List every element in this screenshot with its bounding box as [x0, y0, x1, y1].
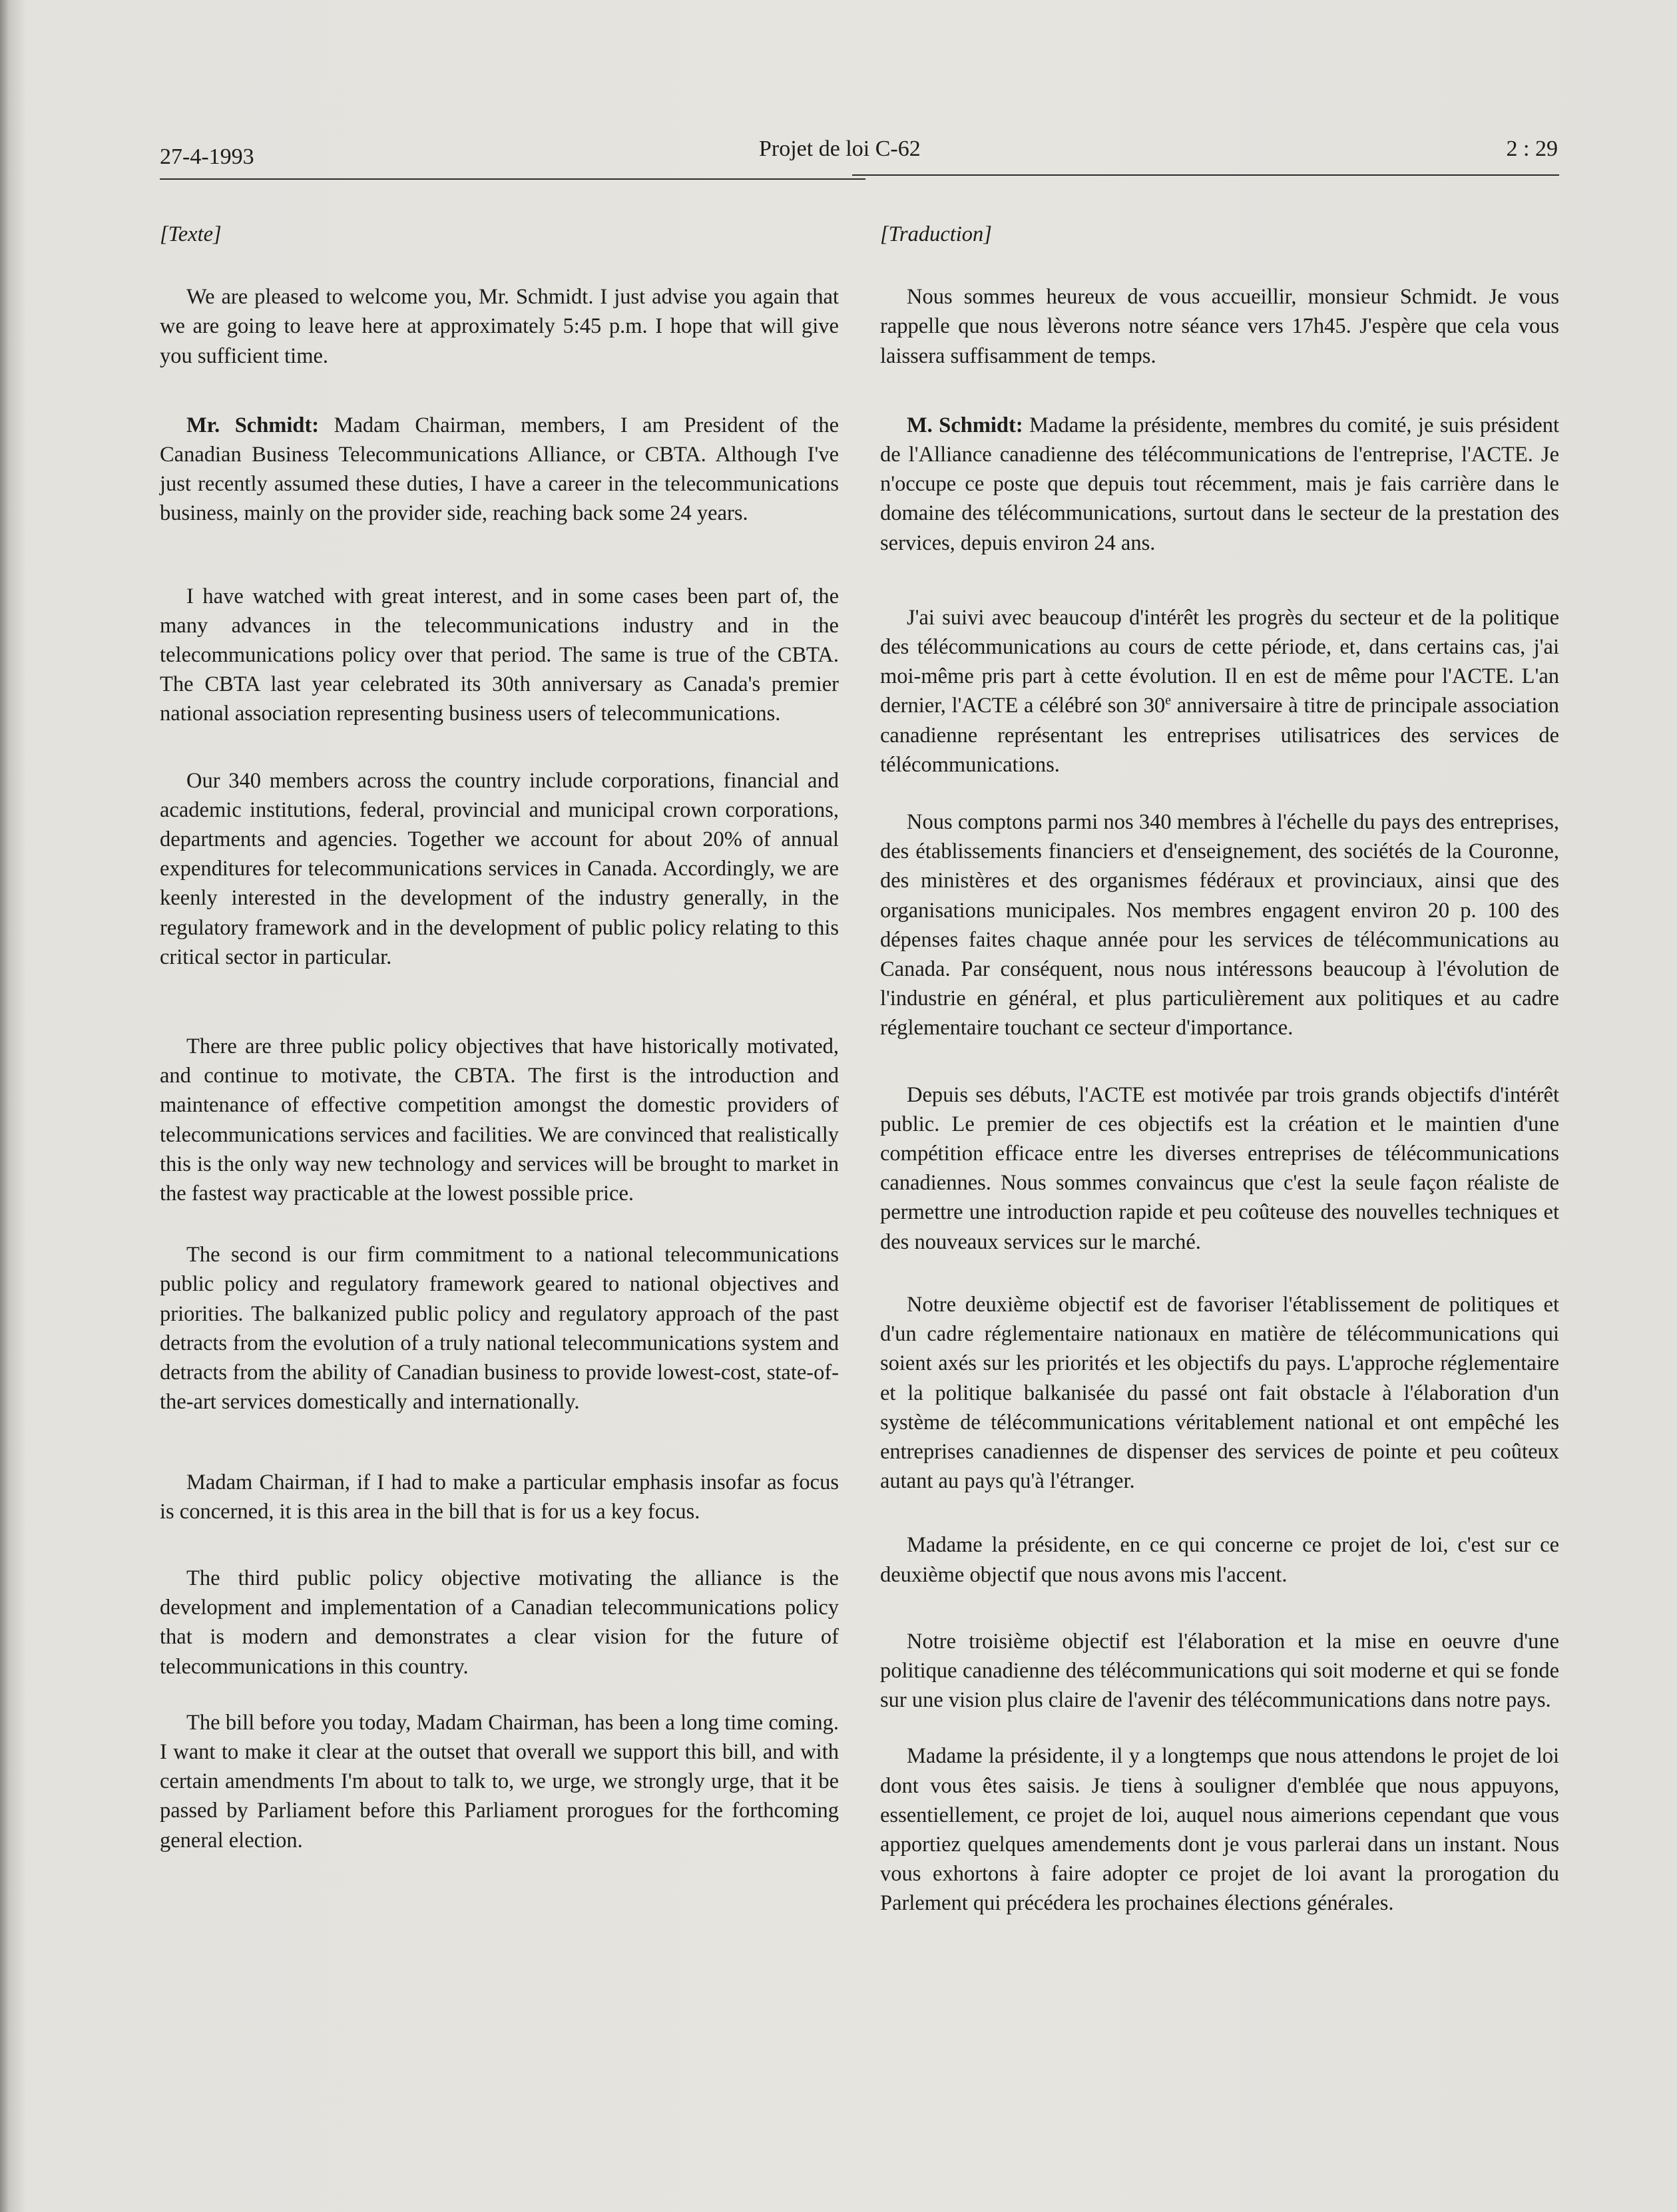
french-column [880, 220, 1559, 1918]
paragraph [880, 603, 1559, 779]
paragraph: There are three public policy objectives that have historically motivated, and continue to motivate, the CBTA. The first is the introduction and maintenance of effective competition amongst the domestic providers of telecommunications services and facilities. We are convinced that realistically this is the only way new technology and services will be brought to market in the fastest way practicable at the lowest possible price. [160, 1034, 839, 1206]
paragraph: The bill before you today, Madam Chairman, has been a long time coming. I want to make it clear at the outset that overall we support this bill, and with certain amendments I'm about to talk to, we urge, we strongly urge, that it be passed by Parliament before this Parliament prorogues for the forthcoming general election. [160, 1710, 839, 1853]
paragraph [160, 411, 839, 529]
page-header [160, 136, 1558, 176]
speech-text: Madame la présidente, membres du comité, je suis président de l'Alliance canadienne des télécommunications de l'entreprise, l'ACTE. Je n'occupe ce poste que depuis tout récemment, mais je fais carrière dans le domaine des télécommunications, surtout dans le secteur de la prestation des services, depuis environ 24 ans. [880, 413, 1559, 555]
ordinal-superscript: e [1165, 693, 1172, 708]
paragraph: I have watched with great interest, and in some cases been part of, the many advances in the telecommunications industry and in the telecommunications policy over that period. The same is true of the CBTA. The CBTA last year celebrated its 30th anniversary as Canada's premier national association representing business users of telecommunications. [160, 584, 839, 726]
column-label-texte: [Texte] [160, 222, 222, 246]
column-label-traduction: [Traduction] [880, 222, 992, 246]
paragraph: Nous sommes heureux de vous accueillir, monsieur Schmidt. Je vous rappelle que nous lèverons notre séance vers 17h45. J'espère que cela vous laissera suffisamment de temps. [880, 285, 1559, 368]
paragraph: Madame la présidente, en ce qui concerne ce projet de loi, c'est sur ce deuxième objectif que nous avons mis l'accent. [880, 1533, 1559, 1587]
paragraph: Our 340 members across the country include corporations, financial and academic institutions, federal, provincial and municipal crown corporations, departments and agencies. Together we account for about 20% of annual expenditures for telecommunications services in Canada. Accordingly, we are keenly interested in the development of the industry generally, in the regulatory framework and in the development of public policy relating to this critical sector in particular. [160, 768, 839, 969]
paragraph: Madame la présidente, il y a longtemps que nous attendons le projet de loi dont vous êtes saisis. Je tiens à souligner d'emblée que nous appuyons, essentiellement, ce projet de loi, auquel nous aimerions cependant que vous apportiez quelques amendements dont je vous parlerai dans un instant. Nous vous exhortons à faire adopter ce projet de loi avant la prorogation du Parlement qui précédera les prochaines élections générales. [880, 1744, 1559, 1916]
paragraph: Madam Chairman, if I had to make a particular emphasis insofar as focus is concerned, it is this area in the bill that is for us a key focus. [160, 1470, 839, 1524]
header-rule-left [160, 178, 865, 180]
paragraph [880, 411, 1559, 558]
paragraph: We are pleased to welcome you, Mr. Schmidt. I just advise you again that we are going to leave here at approximately 5:45 p.m. I hope that will give you sufficient time. [160, 285, 839, 368]
speech-text: J'ai suivi avec beaucoup d'intérêt les progrès du secteur et de la politique des télécommunications au cours de cette période, et, dans certains cas, j'ai moi-même pris part à cette évolution. Il en est de même pour l'ACTE. L'an dernier, l'ACTE a célébré son 30 [880, 605, 1559, 718]
paragraph: The third public policy objective motivating the alliance is the development and implementation of a Canadian telecommunications policy that is modern and demonstrates a clear vision for the future of telecommunications in this country. [160, 1566, 839, 1679]
paragraph: Nous comptons parmi nos 340 membres à l'échelle du pays des entreprises, des établissements financiers et d'enseignement, des sociétés de la Couronne, des ministères et des organismes fédéraux et provinciaux, ainsi que des organisations municipales. Nos membres engagent environ 20 p. 100 des dépenses faites chaque année pour les services de télécommunications au Canada. Par conséquent, nous nous intéressons beaucoup à l'évolution de l'industrie en général, et plus particulièrement aux politiques et au cadre réglementaire touchant ce secteur d'importance. [880, 810, 1559, 1040]
speaker-name: M. Schmidt: [907, 413, 1023, 437]
header-title: Projet de loi C-62 [759, 136, 921, 161]
header-rule-right [852, 174, 1559, 176]
speech-text: Madam Chairman, members, I am President of the Canadian Business Telecommunications Alliance, or CBTA. Although I've just recently assumed these duties, I have a career in the telecommunications business, mainly on the provider side, reaching back some 24 years. [160, 413, 839, 526]
speech-text: anniversaire à titre de principale association canadienne représentant les entreprises utilisatrices des services de télécommunications. [880, 694, 1559, 777]
speaker-name: Mr. Schmidt: [186, 413, 320, 437]
header-date: 27-4-1993 [160, 144, 254, 169]
paragraph: The second is our firm commitment to a national telecommunications public policy and regulatory framework geared to national objectives and priorities. The balkanized public policy and regulatory approach of the past detracts from the evolution of a truly national telecommunications system and detracts from the ability of Canadian business to provide lowest-cost, state-of-the-art services domestically and internationally. [160, 1243, 839, 1415]
paragraph: Notre deuxième objectif est de favoriser l'établissement de politiques et d'un cadre réglementaire nationaux en matière de télécommunications qui soient axés sur les priorités et les objectifs du pays. L'approche réglementaire et la politique balkanisée du passé ont fait obstacle à l'élaboration d'un système de télécommunications véritablement national et ont empêché les entreprises canadiennes de dispenser des services de pointe et peu coûteux autant au pays qu'à l'étranger. [880, 1292, 1559, 1494]
english-column [160, 220, 839, 1855]
paragraph: Depuis ses débuts, l'ACTE est motivée par trois grands objectifs d'intérêt public. Le premier de ces objectifs est la création et le maintien d'une compétition efficace entre les diverses entreprises de télécommunications canadiennes. Nous sommes convaincus que c'est la seule façon réaliste de permettre une introduction rapide et peu coûteuse des nouvelles techniques et des nouveaux services sur le marché. [880, 1082, 1559, 1254]
header-page-number: 2 : 29 [1506, 136, 1558, 161]
paragraph: Notre troisième objectif est l'élaboration et la mise en oeuvre d'une politique canadienne des télécommunications qui soit moderne et qui se fonde sur une vision plus claire de l'avenir des télécommunications dans notre pays. [880, 1629, 1559, 1713]
